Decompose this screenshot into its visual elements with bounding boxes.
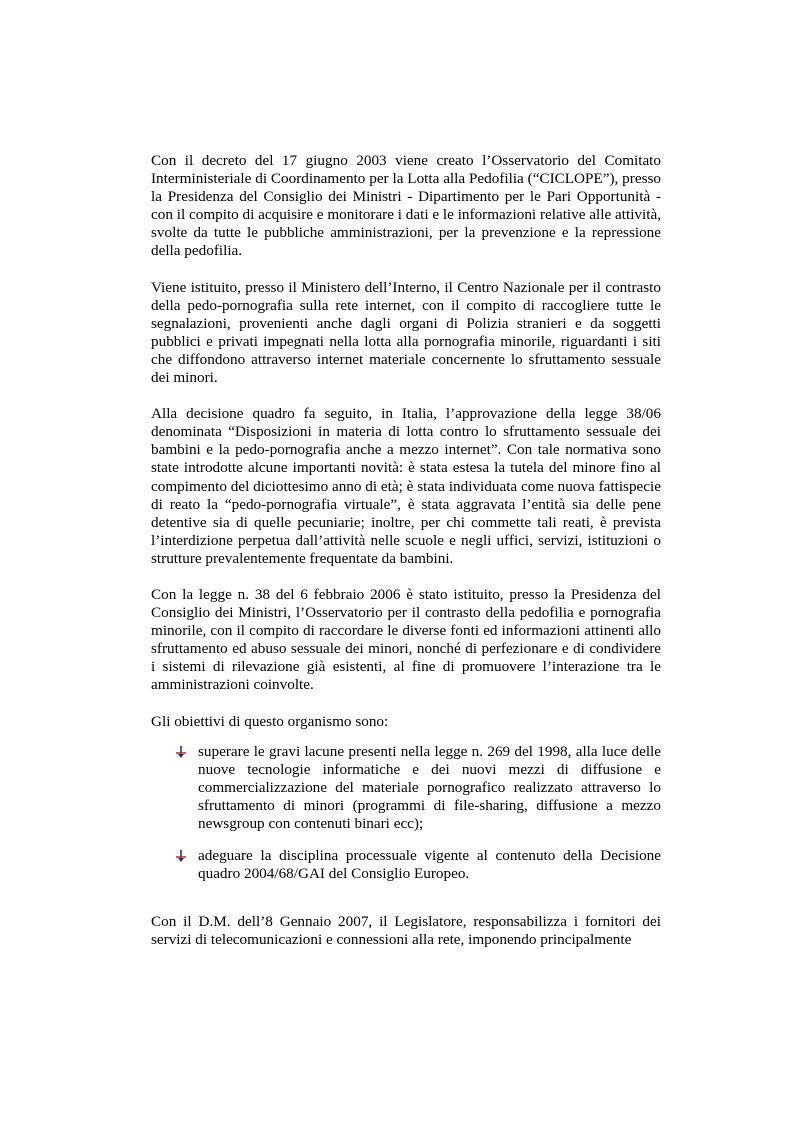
list-item <box>198 847 661 883</box>
arrow-bullet-icon <box>174 849 188 863</box>
paragraph-ciclope: Con il decreto del 17 giugno 2003 viene creato l’Osservatorio del Comitato Interministeriale di Coordinamento per la Lotta alla Pedofilia (“CICLOPE”), presso la Presidenza del Consiglio dei Ministri - Dipartimento per le Pari Opportunità - con il compito di acquisire e monitorare i dati e le informazioni relative alle attività, svolte da tutte le pubbliche amministrazioni, per la prevenzione e la repressione della pedofilia. <box>151 152 661 260</box>
arrow-bullet-icon <box>174 745 188 759</box>
list-intro: Gli obiettivi di questo organismo sono: <box>151 712 389 730</box>
paragraph-centro-nazionale: Viene istituito, presso il Ministero dell’Interno, il Centro Nazionale per il contrasto della pedo-pornografia sulla rete internet, con il compito di raccogliere tutte le segnalazioni, provenienti anche dagli organi di Polizia stranieri e da soggetti pubblici e privati impegnati nella lotta alla pornografia minorile, riguardanti i siti che diffondono attraverso internet materiale concernente lo sfruttamento sessuale dei minori. <box>151 278 661 387</box>
paragraph-dm-2007: Con il D.M. dell’8 Gennaio 2007, il Legislatore, responsabilizza i fornitori dei servizi di telecomunicazioni e connessioni alla rete, imponendo principalmente <box>151 913 661 949</box>
objectives-list <box>151 743 661 884</box>
list-item-text: adeguare la disciplina processuale vigente al contenuto della Decisione quadro 2004/68/GAI del Consiglio Europeo. <box>198 847 661 883</box>
list-item-text: superare le gravi lacune presenti nella legge n. 269 del 1998, alla luce delle nuove tecnologie informatiche e dei nuovi mezzi di diffusione e commercializzazione del materiale pornografico realizzato attraverso lo sfruttamento di minori (programmi di file-sharing, diffusione a mezzo newsgroup con contenuti binari ecc); <box>198 742 661 832</box>
document-page <box>151 152 661 967</box>
paragraph-osservatorio: Con la legge n. 38 del 6 febbraio 2006 è stato istituito, presso la Presidenza del Consiglio dei Ministri, l’Osservatorio per il contrasto della pedofilia e pornografia minorile, con il compito di raccordare le diverse fonti ed informazioni attinenti allo sfruttamento ed abuso sessuale dei minori, nonché di perfezionare e di condividere i sistemi di rilevazione già esistenti, al fine di promuovere l’interazione tra le amministrazioni coinvolte. <box>151 585 661 694</box>
paragraph-legge-38-06: Alla decisione quadro fa seguito, in Italia, l’approvazione della legge 38/06 denominata “Disposizioni in materia di lotta contro lo sfruttamento sessuale dei bambini e la pedo-pornografia anche a mezzo internet”. Con tale normativa sono state introdotte alcune importanti novità: è stata estesa la tutela del minore fino al compimento del diciottesimo anno di età; è stata individuata come nuova fattispecie di reato la “pedo-pornografia virtuale”, è stata aggravata l’entità sia delle pene detentive sia di quelle pecuniarie; inoltre, per chi commette tali reati, è prevista l’interdizione perpetua dall’attività nelle scuole e negli uffici, servizi, istituzioni o strutture prevalentemente frequentate da bambini. <box>151 405 661 567</box>
list-item <box>198 743 661 833</box>
